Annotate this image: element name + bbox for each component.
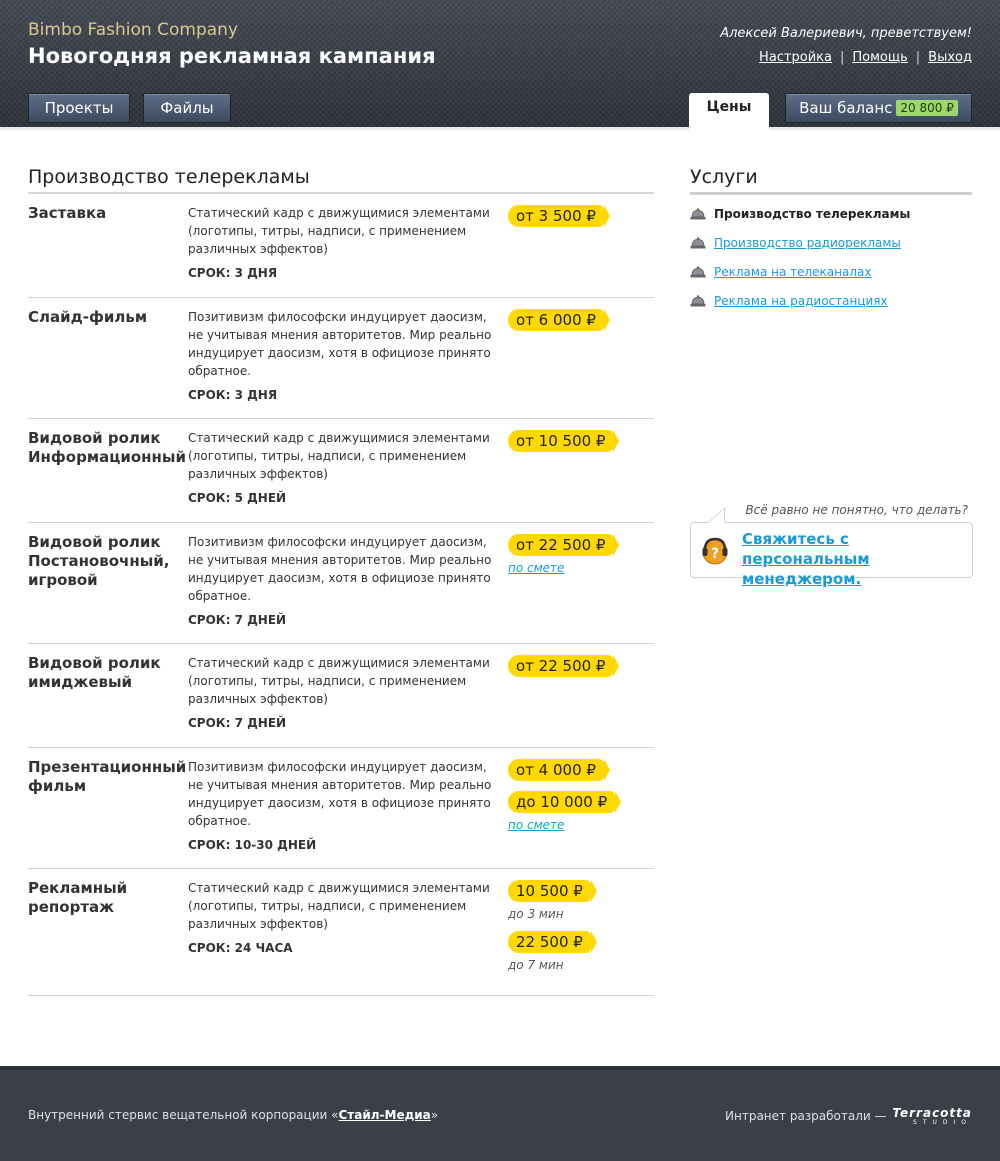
footer-text: Внутренний стервис вещательной корпорации « [28, 1108, 339, 1122]
footer-credits [28, 1108, 438, 1122]
service-description [188, 758, 498, 854]
sidebar-item-tv-channels[interactable] [690, 263, 972, 292]
price-tag: от 3 500 ₽ [508, 205, 604, 227]
service-bell-icon [690, 266, 706, 278]
price-block [508, 534, 648, 575]
sidebar-item-radio-production[interactable] [690, 234, 972, 263]
contact-manager-link[interactable]: Свяжитесь с персональным менеджером. [742, 530, 870, 588]
terracotta-logo[interactable] [892, 1108, 972, 1126]
sidebar-item-label: Реклама на телеканалах [714, 265, 872, 279]
price-tag: 22 500 ₽ [508, 931, 591, 953]
studio-name: Terracotta [892, 1106, 972, 1120]
price-row [28, 194, 654, 298]
term: СРОК: 24 ЧАСА [188, 941, 293, 955]
price-tag: от 10 500 ₽ [508, 430, 613, 452]
description-text: Статический кадр с движущимися элементами (логотипы, титры, надписи, с применением различных эффектов) [188, 881, 490, 931]
price-block [508, 759, 648, 832]
price-tag: 10 500 ₽ [508, 880, 591, 902]
term: СРОК: 3 ДНЯ [188, 388, 278, 402]
price-tag: от 22 500 ₽ [508, 655, 613, 677]
service-description [188, 308, 498, 404]
sidebar-item-radio-stations[interactable] [690, 292, 972, 321]
company-name: Bimbo Fashion Company [28, 20, 238, 40]
price-row [28, 869, 654, 996]
services-list [690, 205, 972, 321]
price-block [508, 655, 648, 677]
price-block [508, 309, 648, 331]
service-description [188, 204, 498, 282]
price-tag: от 22 500 ₽ [508, 534, 613, 556]
developer-text: Интранет разработали — [725, 1109, 887, 1123]
section-title: Производство телерекламы [28, 166, 654, 194]
help-link[interactable]: Помощь [852, 50, 908, 65]
price-block [508, 205, 648, 227]
price-tag: до 10 000 ₽ [508, 791, 615, 813]
price-row [28, 748, 654, 869]
sidebar-item-label: Производство радиорекламы [714, 236, 901, 250]
term: СРОК: 10-30 ДНЕЙ [188, 838, 317, 852]
price-block [508, 430, 648, 452]
files-button[interactable]: Файлы [143, 93, 231, 123]
description-text: Статический кадр с движущимися элементами (логотипы, титры, надписи, с применением различных эффектов) [188, 206, 490, 256]
service-name: Видовой ролик Постановочный, игровой [28, 533, 170, 589]
service-name: Заставка [28, 204, 107, 222]
service-name: Слайд-фильм [28, 308, 148, 326]
header [0, 0, 1000, 130]
sidebar-title: Услуги [690, 166, 972, 195]
price-row [28, 644, 654, 748]
duration-note: до 3 мин [508, 907, 564, 921]
service-description [188, 879, 498, 957]
developer-credits [725, 1108, 972, 1126]
service-bell-icon [690, 208, 706, 220]
settings-link[interactable]: Настройка [759, 50, 832, 65]
price-block [508, 880, 648, 972]
svg-text:?: ? [710, 546, 720, 562]
sidebar-item-tv-production[interactable] [690, 205, 972, 234]
description-text: Позитивизм философски индуцирует даосизм, не учитывая мнения авторитетов. Мир реально индуцирует даосизм, хотя в официозе принято обратное. [188, 535, 492, 603]
description-text: Позитивизм философски индуцирует даосизм, не учитывая мнения авторитетов. Мир реально индуцирует даосизм, хотя в официозе принято обратное. [188, 760, 492, 828]
term: СРОК: 5 ДНЕЙ [188, 491, 287, 505]
sidebar-item-label: Реклама на радиостанциях [714, 294, 888, 308]
price-tag: от 4 000 ₽ [508, 759, 604, 781]
link-separator: | [839, 50, 845, 65]
logout-link[interactable]: Выход [928, 50, 972, 65]
estimate-link[interactable]: по смете [508, 561, 565, 575]
footer-text-close: » [430, 1108, 439, 1122]
link-separator: | [915, 50, 921, 65]
estimate-link[interactable]: по смете [508, 818, 565, 832]
price-tag: от 6 000 ₽ [508, 309, 604, 331]
price-row [28, 298, 654, 419]
service-name: Видовой ролик Информационный [28, 429, 186, 466]
term: СРОК: 3 ДНЯ [188, 266, 278, 280]
help-box [690, 522, 973, 588]
price-list [28, 166, 654, 996]
term: СРОК: 7 ДНЕЙ [188, 716, 287, 730]
tab-prices[interactable]: Цены [689, 93, 769, 133]
description-text: Статический кадр с движущимися элементами (логотипы, титры, надписи, с применением различных эффектов) [188, 431, 490, 481]
service-bell-icon [690, 295, 706, 307]
campaign-title: Новогодняя рекламная кампания [28, 44, 436, 68]
user-greeting: Алексей Валериевич, преветствуем! [720, 26, 972, 41]
duration-note: до 7 мин [508, 958, 564, 972]
studio-subtitle: STUDIO [913, 1119, 972, 1126]
description-text: Статический кадр с движущимися элементами (логотипы, титры, надписи, с применением различных эффектов) [188, 656, 490, 706]
services-sidebar [690, 166, 972, 321]
service-bell-icon [690, 237, 706, 249]
balance-badge: 20 800 ₽ [896, 100, 957, 116]
price-row [28, 419, 654, 523]
sidebar-item-label: Производство телерекламы [714, 207, 911, 221]
price-row [28, 523, 654, 644]
service-description [188, 654, 498, 732]
service-description [188, 533, 498, 629]
description-text: Позитивизм философски индуцирует даосизм, не учитывая мнения авторитетов. Мир реально индуцирует даосизм, хотя в официозе принято обратное. [188, 310, 492, 378]
service-name: Рекламный репортаж [28, 879, 128, 916]
projects-button[interactable]: Проекты [28, 93, 130, 123]
corporation-link[interactable]: Стайл-Медиа [338, 1108, 431, 1122]
user-links [759, 50, 972, 65]
balance-button[interactable] [785, 93, 972, 123]
service-description [188, 429, 498, 507]
balance-label: Ваш баланс [799, 99, 893, 117]
help-question: Всё равно не понятно, что делать? [745, 503, 968, 517]
footer [0, 1066, 1000, 1161]
term: СРОК: 7 ДНЕЙ [188, 613, 287, 627]
service-name: Видовой ролик имиджевый [28, 654, 161, 691]
service-name: Презентационный фильм [28, 758, 187, 795]
support-headset-icon [699, 535, 731, 567]
